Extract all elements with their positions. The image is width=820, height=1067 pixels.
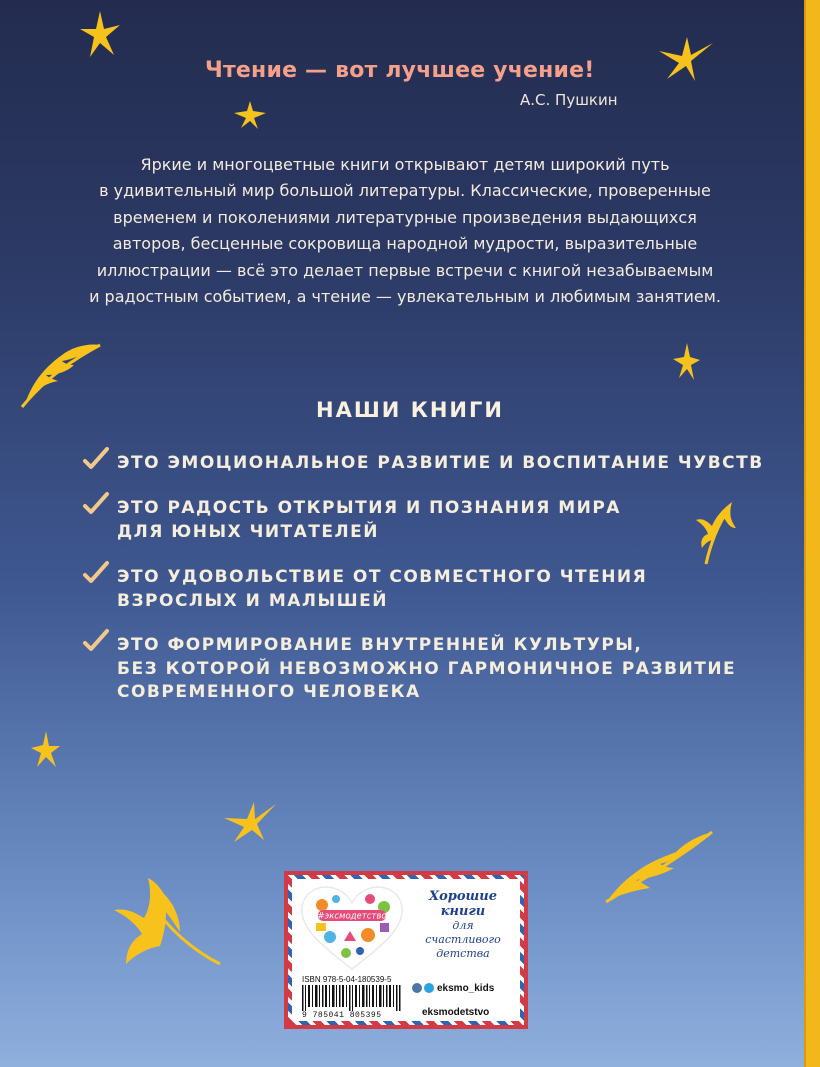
series-line: книги xyxy=(440,904,486,919)
star-icon xyxy=(222,800,278,844)
airmail-border xyxy=(288,875,524,1025)
series-line: для счастливого xyxy=(425,919,501,946)
book-spine xyxy=(806,0,820,1067)
isbn-number: ISBN 978-5-04-180539-5 xyxy=(302,975,392,984)
intro-line: иллюстрации — всё это делает первые встречи с книгой незабываемым xyxy=(96,260,714,280)
checkmark-icon xyxy=(82,446,110,474)
intro-line: Яркие и многоцветные книги открывают детям широкий путь xyxy=(140,155,670,174)
intro-line: авторов, бесценные сокровища народной мудрости, выразительные xyxy=(112,234,698,254)
benefit-line: ЭТО УДОВОЛЬСТВИЕ ОТ СОВМЕСТНОГО ЧТЕНИЯ xyxy=(117,567,648,587)
star-icon xyxy=(30,730,62,770)
section-heading: НАШИ КНИГИ xyxy=(316,398,504,422)
feather-icon xyxy=(602,826,718,906)
series-line: Хорошие xyxy=(429,889,497,904)
benefit-line: ЭТО ФОРМИРОВАНИЕ ВНУТРЕННЕЙ КУЛЬТУРЫ, xyxy=(117,635,643,655)
social-handle-text: eksmo_kids xyxy=(437,983,495,994)
star-icon xyxy=(78,10,122,60)
barcode-icon xyxy=(302,985,402,1011)
benefit-line: ДЛЯ ЮНЫХ ЧИТАТЕЛЕЙ xyxy=(117,521,379,542)
intro-line: временем и поколениями литературные произведения выдающихся xyxy=(113,207,697,227)
benefit-text xyxy=(117,566,757,613)
social-icons xyxy=(412,983,434,993)
telegram-icon xyxy=(424,983,434,993)
barcode-digits: 9 785041 805395 xyxy=(302,1011,382,1020)
benefit-line: ВЗРОСЛЫХ И МАЛЫШЕЙ xyxy=(117,590,388,611)
checkmark-icon xyxy=(82,560,110,588)
feather-icon xyxy=(108,868,228,973)
benefit-line: БЕЗ КОТОРОЙ НЕВОЗМОЖНО ГАРМОНИЧНОЕ РАЗВИТИЕ xyxy=(117,658,737,679)
epigraph-quote: Чтение — вот лучшее учение! xyxy=(205,58,595,83)
checkmark-icon xyxy=(82,491,110,519)
stamp-body xyxy=(292,879,520,1021)
benefit-text xyxy=(117,634,757,705)
series-line: детства xyxy=(436,947,490,960)
benefit-line: ЭТО РАДОСТЬ ОТКРЫТИЯ И ПОЗНАНИЯ МИРА xyxy=(117,498,621,518)
epigraph-author: А.С. Пушкин xyxy=(520,91,618,109)
publisher-stamp xyxy=(284,871,528,1029)
intro-paragraph xyxy=(60,152,750,310)
intro-line: в удивительный мир большой литературы. Классические, проверенные xyxy=(99,181,711,201)
star-icon xyxy=(232,100,268,130)
benefit-line: ЭТО ЭМОЦИОНАЛЬНОЕ РАЗВИТИЕ И ВОСПИТАНИЕ ЧУВСТВ xyxy=(117,453,764,473)
star-icon xyxy=(655,36,715,82)
checkmark-icon xyxy=(82,628,110,656)
benefit-line: СОВРЕМЕННОГО ЧЕЛОВЕКА xyxy=(117,682,421,702)
heart-logo-icon xyxy=(298,883,406,971)
benefit-text xyxy=(117,497,757,544)
vk-icon xyxy=(412,983,422,993)
website-handle: eksmodetstvo xyxy=(422,1007,490,1018)
series-title xyxy=(413,889,513,960)
benefit-text xyxy=(117,452,764,476)
intro-line: и радостным событием, а чтение — увлекательным и любимым занятием. xyxy=(89,287,721,307)
hashtag-text: #эксмодетство xyxy=(317,911,387,922)
star-icon xyxy=(672,342,702,382)
social-handle xyxy=(412,983,494,994)
